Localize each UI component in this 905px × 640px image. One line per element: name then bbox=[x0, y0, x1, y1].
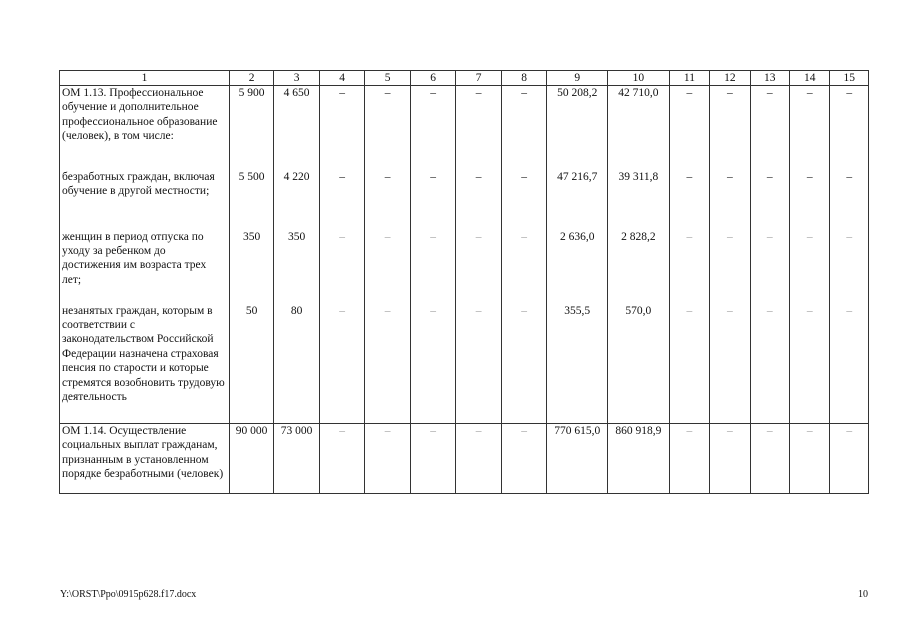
table-row bbox=[60, 170, 869, 230]
empty-cell-dash: – bbox=[319, 230, 365, 304]
empty-cell-dash: – bbox=[710, 304, 750, 424]
footer-page-number: 10 bbox=[858, 589, 868, 600]
empty-cell-dash: – bbox=[830, 86, 869, 170]
value-cell: 80 bbox=[274, 304, 320, 424]
empty-cell-dash: – bbox=[750, 230, 789, 304]
row-label: ОМ 1.14. Осуществление социальных выплат гражданам, признанным в установленном порядке безработными (человек) bbox=[60, 424, 230, 494]
empty-cell-dash: – bbox=[750, 304, 789, 424]
column-header: 5 bbox=[365, 71, 411, 86]
row-label: женщин в период отпуска по уходу за ребенком до достижения им возраста трех лет; bbox=[60, 230, 230, 304]
footer-file-path: Y:\ORST\Ppo\0915p628.f17.docx bbox=[60, 589, 197, 600]
value-cell: 42 710,0 bbox=[608, 86, 670, 170]
empty-cell-dash: – bbox=[456, 86, 502, 170]
empty-cell-dash: – bbox=[830, 230, 869, 304]
value-cell: 5 900 bbox=[229, 86, 273, 170]
column-header: 15 bbox=[830, 71, 869, 86]
column-header: 12 bbox=[710, 71, 750, 86]
value-cell: 47 216,7 bbox=[547, 170, 608, 230]
empty-cell-dash: – bbox=[365, 304, 411, 424]
value-cell: 90 000 bbox=[229, 424, 273, 494]
empty-cell-dash: – bbox=[365, 230, 411, 304]
value-cell: 73 000 bbox=[274, 424, 320, 494]
empty-cell-dash: – bbox=[710, 86, 750, 170]
empty-cell-dash: – bbox=[319, 304, 365, 424]
empty-cell-dash: – bbox=[456, 170, 502, 230]
column-header: 3 bbox=[274, 71, 320, 86]
empty-cell-dash: – bbox=[410, 86, 456, 170]
empty-cell-dash: – bbox=[319, 424, 365, 494]
empty-cell-dash: – bbox=[365, 424, 411, 494]
empty-cell-dash: – bbox=[410, 170, 456, 230]
row-label: ОМ 1.13. Профессиональное обучение и дополнительное профессиональное образование (человек), в том числе: bbox=[60, 86, 230, 170]
table-row bbox=[60, 230, 869, 304]
empty-cell-dash: – bbox=[710, 170, 750, 230]
empty-cell-dash: – bbox=[669, 230, 709, 304]
column-header: 8 bbox=[501, 71, 547, 86]
empty-cell-dash: – bbox=[410, 230, 456, 304]
empty-cell-dash: – bbox=[456, 304, 502, 424]
column-header: 6 bbox=[410, 71, 456, 86]
row-label: безработных граждан, включая обучение в другой местности; bbox=[60, 170, 230, 230]
empty-cell-dash: – bbox=[319, 170, 365, 230]
empty-cell-dash: – bbox=[710, 424, 750, 494]
table-row bbox=[60, 86, 869, 170]
column-header: 2 bbox=[229, 71, 273, 86]
empty-cell-dash: – bbox=[750, 170, 789, 230]
empty-cell-dash: – bbox=[501, 230, 547, 304]
empty-cell-dash: – bbox=[669, 424, 709, 494]
value-cell: 770 615,0 bbox=[547, 424, 608, 494]
value-cell: 2 828,2 bbox=[608, 230, 670, 304]
value-cell: 2 636,0 bbox=[547, 230, 608, 304]
column-header: 4 bbox=[319, 71, 365, 86]
empty-cell-dash: – bbox=[669, 304, 709, 424]
value-cell: 860 918,9 bbox=[608, 424, 670, 494]
empty-cell-dash: – bbox=[790, 304, 830, 424]
value-cell: 50 bbox=[229, 304, 273, 424]
empty-cell-dash: – bbox=[830, 424, 869, 494]
data-table bbox=[59, 70, 869, 494]
empty-cell-dash: – bbox=[750, 86, 789, 170]
column-header: 14 bbox=[790, 71, 830, 86]
empty-cell-dash: – bbox=[669, 170, 709, 230]
empty-cell-dash: – bbox=[501, 170, 547, 230]
empty-cell-dash: – bbox=[750, 424, 789, 494]
value-cell: 4 650 bbox=[274, 86, 320, 170]
empty-cell-dash: – bbox=[365, 170, 411, 230]
column-header: 7 bbox=[456, 71, 502, 86]
empty-cell-dash: – bbox=[790, 170, 830, 230]
column-header: 11 bbox=[669, 71, 709, 86]
empty-cell-dash: – bbox=[410, 304, 456, 424]
empty-cell-dash: – bbox=[790, 86, 830, 170]
empty-cell-dash: – bbox=[710, 230, 750, 304]
empty-cell-dash: – bbox=[365, 86, 411, 170]
empty-cell-dash: – bbox=[501, 424, 547, 494]
empty-cell-dash: – bbox=[830, 304, 869, 424]
column-header: 13 bbox=[750, 71, 789, 86]
value-cell: 5 500 bbox=[229, 170, 273, 230]
value-cell: 350 bbox=[274, 230, 320, 304]
value-cell: 350 bbox=[229, 230, 273, 304]
empty-cell-dash: – bbox=[790, 424, 830, 494]
value-cell: 50 208,2 bbox=[547, 86, 608, 170]
empty-cell-dash: – bbox=[501, 86, 547, 170]
value-cell: 570,0 bbox=[608, 304, 670, 424]
empty-cell-dash: – bbox=[501, 304, 547, 424]
value-cell: 39 311,8 bbox=[608, 170, 670, 230]
empty-cell-dash: – bbox=[830, 170, 869, 230]
empty-cell-dash: – bbox=[669, 86, 709, 170]
empty-cell-dash: – bbox=[319, 86, 365, 170]
empty-cell-dash: – bbox=[456, 424, 502, 494]
empty-cell-dash: – bbox=[790, 230, 830, 304]
empty-cell-dash: – bbox=[456, 230, 502, 304]
column-header: 1 bbox=[60, 71, 230, 86]
table-row bbox=[60, 304, 869, 424]
empty-cell-dash: – bbox=[410, 424, 456, 494]
row-label: незанятых граждан, которым в соответствии с законодательством Российской Федерации назначена страховая пенсия по старости и которые стремятся возобновить трудовую деятельность bbox=[60, 304, 230, 424]
value-cell: 4 220 bbox=[274, 170, 320, 230]
header-row bbox=[60, 71, 869, 86]
table-row bbox=[60, 424, 869, 494]
column-header: 9 bbox=[547, 71, 608, 86]
column-header: 10 bbox=[608, 71, 670, 86]
value-cell: 355,5 bbox=[547, 304, 608, 424]
